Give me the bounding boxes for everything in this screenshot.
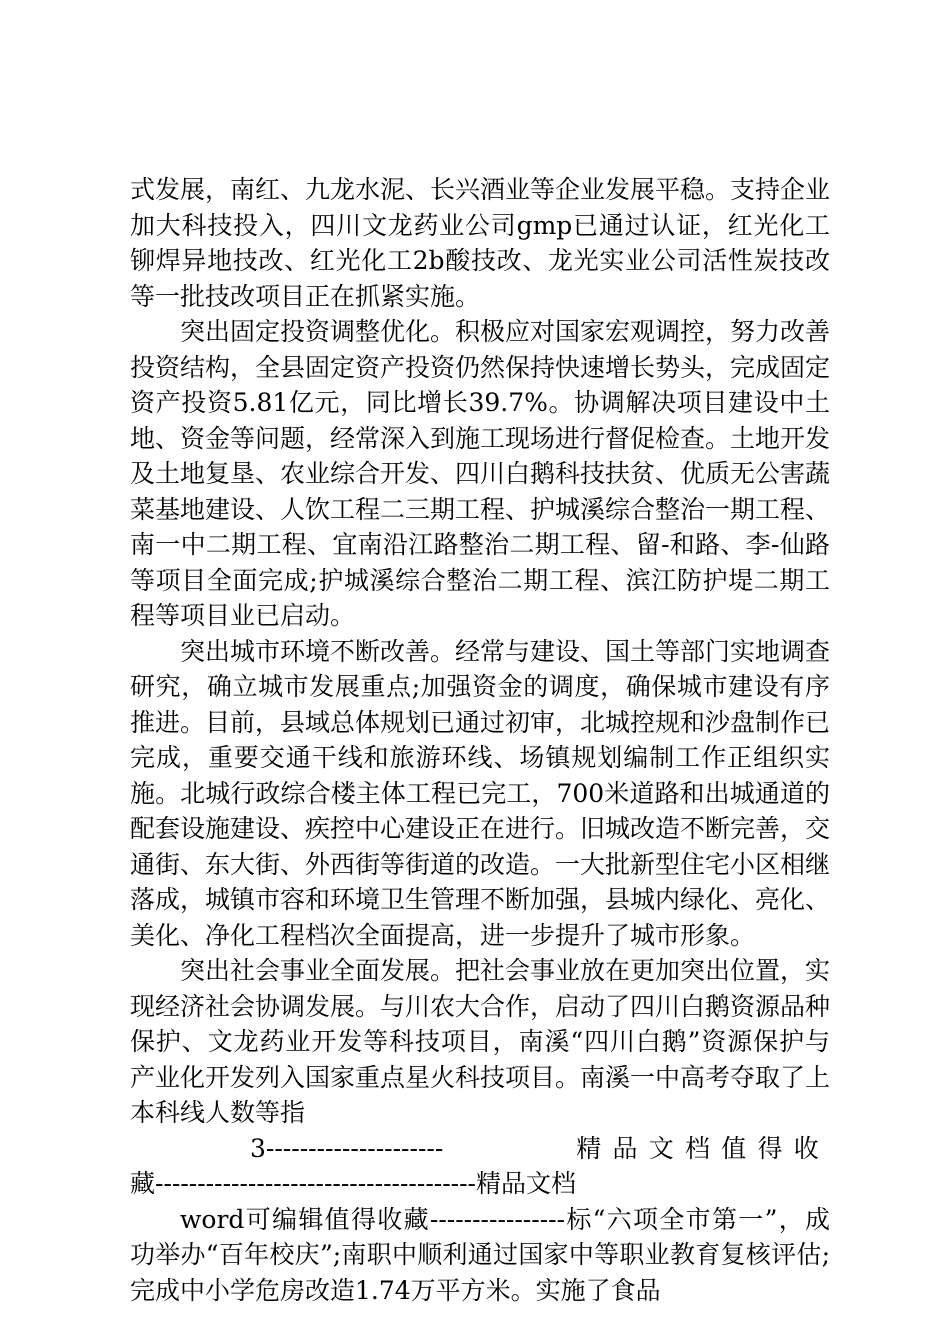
page-footer-line2: 藏--------------------------------------精品文档 (130, 1169, 576, 1198)
paragraph-enterprise-development: 式发展，南红、九龙水泥、长兴酒业等企业发展平稳。支持企业加大科技投入，四川文龙药业公司gmp已通过认证，红光化工铆焊异地技改、红光化工2b酸技改、龙光实业公司活性炭技改等一批技改项目正在抓紧实施。 (130, 175, 831, 311)
paragraph-social-development: 突出社会事业全面发展。把社会事业放在更加突出位置，实现经济社会协调发展。与川农大合作，启动了四川白鹅资源品种保护、文龙药业开发等科技项目，南溪“四川白鹅”资源保护与产业化开发列入国家重点星火科技项目。南溪一中高考夺取了上本科线人数等指 (130, 956, 831, 1127)
page-footer-line1 (130, 1131, 830, 1167)
page-number-dashes: 3--------------------- (250, 1133, 444, 1163)
footer-watermark-text: 精品文档值得收 (576, 1133, 830, 1163)
document-page (130, 172, 830, 1308)
paragraph-urban-environment: 突出城市环境不断改善。经常与建设、国土等部门实地调查研究，确立城市发展重点;加强资金的调度，确保城市建设有序推进。目前，县域总体规划已通过初审，北城控规和沙盘制作已完成，重要交通干线和旅游环线、场镇规划编制工作正组织实施。北城行政综合楼主体工程已完工，700米道路和出城通道的配套设施建设、疾控中心建设正在进行。旧城改造不断完善，交通街、东大街、外西街等街道的改造。一大批新型住宅小区相继落成，城镇市容和环境卫生管理不断加强，县城内绿化、亮化、美化、净化工程档次全面提高，进一步提升了城市形象。 (130, 636, 831, 950)
paragraph-continuation: word可编辑值得收藏----------------标“六项全市第一”，成功举办“百年校庆”;南职中顺利通过国家中等职业教育复核评估;完成中小学危房改造1.74万平方米。实施了食品 (130, 1204, 830, 1305)
paragraph-fixed-investment: 突出固定投资调整优化。积极应对国家宏观调控，努力改善投资结构，全县固定资产投资仍然保持快速增长势头，完成固定资产投资5.81亿元，同比增长39.7%。协调解决项目建设中土地、资金等问题，经常深入到施工现场进行督促检查。土地开发及土地复垦、农业综合开发、四川白鹅科技扶贫、优质无公害蔬菜基地建设、人饮工程二三期工程、护城溪综合整治一期工程、南一中二期工程、宜南沿江路整治二期工程、留-和路、李-仙路等项目全面完成;护城溪综合整治二期工程、滨江防护堤二期工程等项目业已启动。 (130, 317, 831, 630)
